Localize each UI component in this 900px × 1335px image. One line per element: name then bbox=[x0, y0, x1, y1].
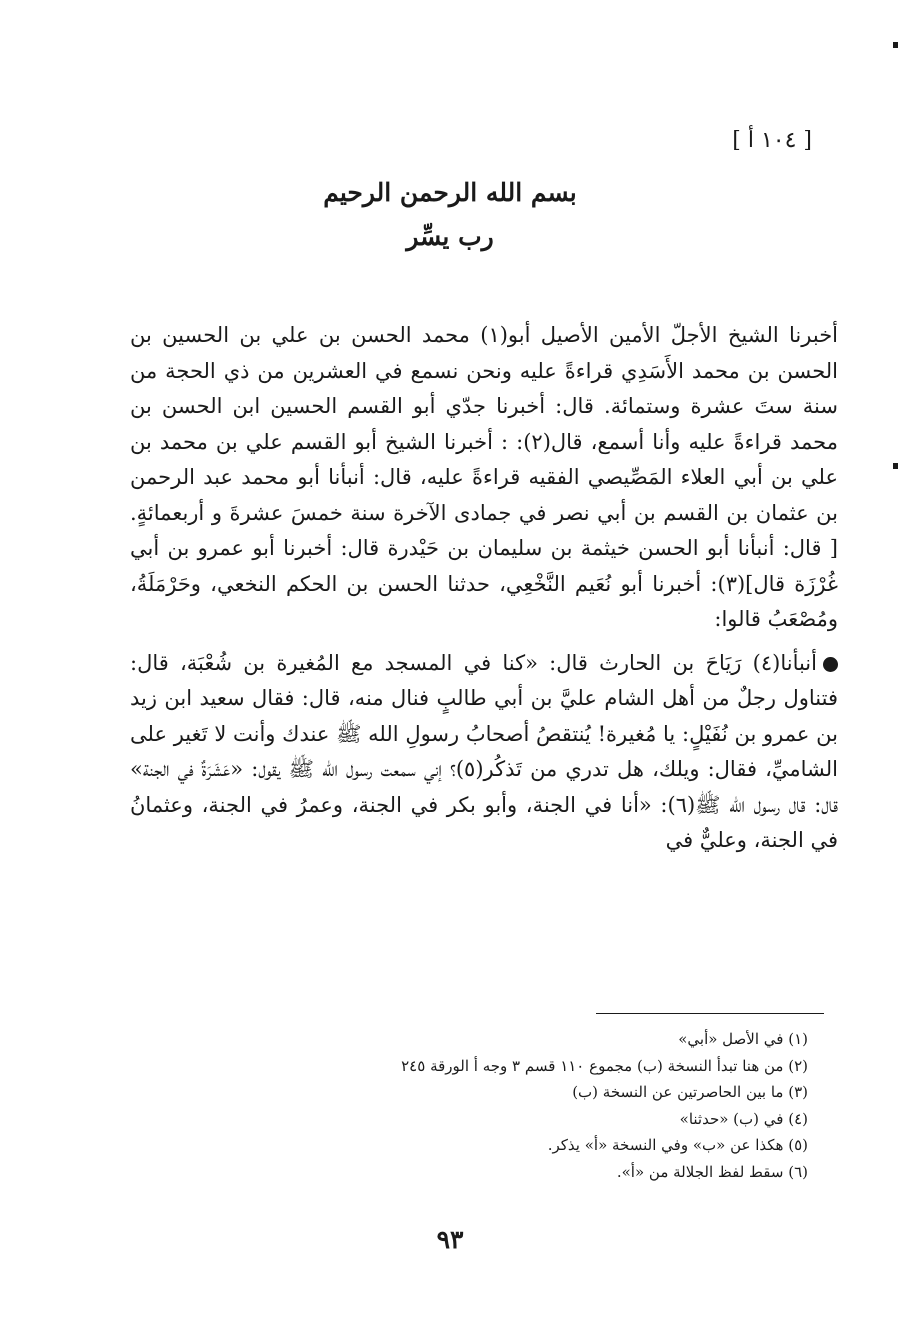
paragraph-text: أنبأنا(٤) رَيَاحَ بن الحارث قال: «كنا في المسجد مع المُغيرة بن شُعْبَة، قال: فتناول رجلٌ من أهل الشام عليَّ بن أبي طالبٍ فنال منه، قال: فقال سعيد ابن زيد بن عمرو بن نُفَيْلٍ: يا مُغيرة! يُنتقصُ أصحابُ رسولِ الله ﷺ عندك وأنت لا تَغير على الشاميِّ، فقال: ويلك، هل تدري من تَذكُر(٥)؟ إني سمعت رسول الله ﷺ يقول: «عَشَرَةٌ في الجنة» قال: قال رسول الله ﷺ(٦): «أنا في الجنة، وأبو بكر في الجنة، وعمرُ في الجنة، وعثمانُ في الجنة، وعليٌّ في bbox=[130, 650, 838, 852]
page-number: ٩٣ bbox=[436, 1225, 464, 1254]
footnote-divider bbox=[596, 1013, 824, 1014]
bullet-icon bbox=[823, 657, 838, 672]
isnad-paragraph bbox=[130, 318, 838, 638]
footnote: (٥) هكذا عن «ب» وفي النسخة «أ» يذكر. bbox=[547, 1136, 808, 1154]
paragraph-text: أخبرنا الشيخ الأجلّ الأمين الأصيل أبو(١) محمد الحسن بن علي بن الحسين بن الحسن بن محمد الأَسَدِي قراءةً عليه ونحن نسمع في العشرين من ذي الحجة من سنة ستَ عشرة وستمائة. قال: أخبرنا جدّي أبو القسم الحسين ابن الحسن بن محمد قراءةً عليه وأنا أسمع، قال(٢): : أخبرنا الشيخ أبو القسم علي بن محمد بن علي بن أبي العلاء المَصِّيصي الفقيه قراءةً عليه، قال: أنبأنا أبو محمد عبد الرحمن بن عثمان بن القسم بن أبي نصر في جمادى الآخرة سنة خمسَ عشرةَ و أربعمائةٍ. [ قال: أنبأنا أبو الحسن خيثمة بن سليمان بن حَيْدرة قال: أخبرنا أبو عمرو بن أبي غُرْزَة قال](٣): أخبرنا أبو نُعَيم النَّخْعِي، حدثنا الحسن بن الحكم النخعي، وحَرْمَلَةُ، ومُصْعَبُ قالوا: bbox=[130, 323, 839, 631]
footnote: (٦) سقط لفظ الجلالة من «أ». bbox=[616, 1162, 808, 1181]
footnotes-list bbox=[158, 1026, 808, 1185]
main-text bbox=[130, 318, 838, 859]
footnote: (٣) ما بين الحاصرتين عن النسخة (ب) bbox=[572, 1083, 808, 1101]
manuscript-folio-reference: [ ١٠٤ أ ] bbox=[732, 128, 812, 153]
basmala-heading: بسم الله الرحمن الرحيم bbox=[323, 178, 577, 207]
footnote: (٤) في (ب) «حدثنا» bbox=[679, 1109, 808, 1128]
subheading: رب يسِّر bbox=[406, 222, 494, 251]
footnote: (١) في الأصل «أبي» bbox=[678, 1030, 808, 1048]
scan-mark bbox=[893, 42, 898, 48]
scan-mark bbox=[893, 463, 898, 469]
hadith-paragraph bbox=[130, 646, 838, 859]
footnote: (٢) من هنا تبدأ النسخة (ب) مجموع ١١٠ قسم ٣ وجه أ الورقة ٢٤٥ bbox=[401, 1056, 808, 1075]
